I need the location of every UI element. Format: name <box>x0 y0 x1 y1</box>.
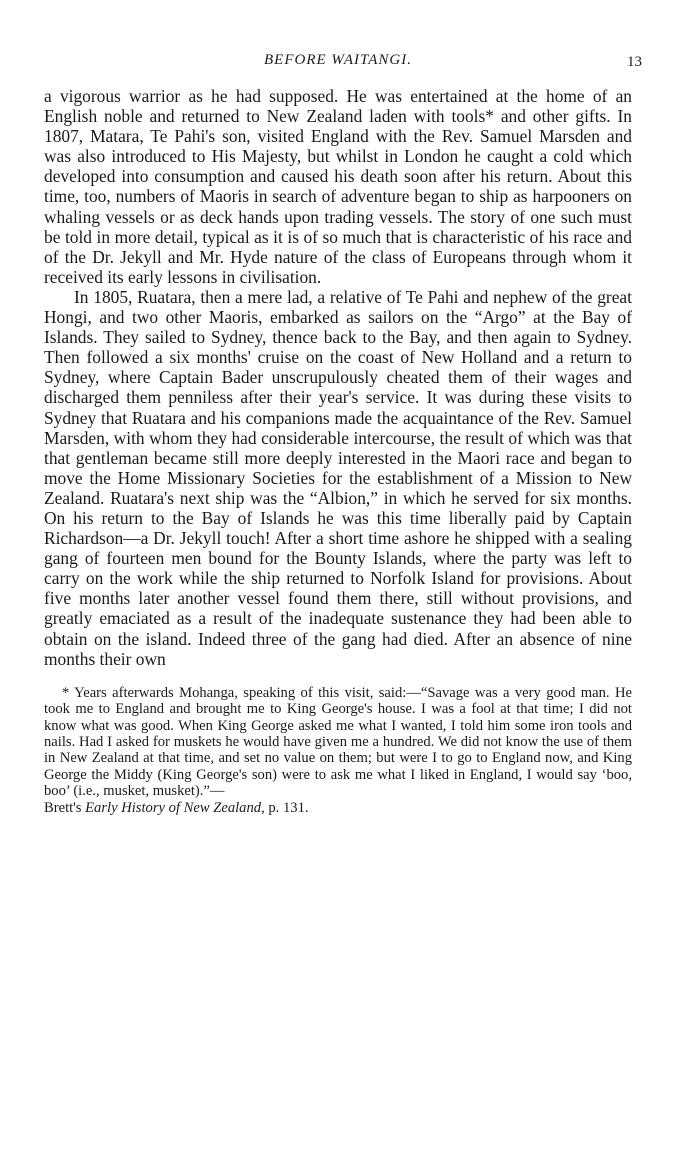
footnote-text <box>44 685 632 816</box>
footnote-source-title: Early History of New Zealand, <box>85 799 265 816</box>
footnote <box>44 685 632 816</box>
paragraph-1: a vigorous warrior as he had supposed. He was entertained at the home of an English noble and returned to New Zealand laden with tools* and other gifts. In 1807, Matara, Te Pahi's son, visited England with the Rev. Samuel Marsden and was also introduced to His Majesty, but whilst in London he caught a cold which developed into consumption and caused his death soon after his return. About this time, too, numbers of Maoris in search of adventure began to ship as harpooners on whaling vessels or as deck hands upon trading vessels. The story of one such must be told in more detail, typical as it is of so much that is characteristic of his race and of the Dr. Jekyll and Mr. Hyde nature of the class of Europeans through whom it received its early lessons in civilisation. <box>44 86 632 287</box>
body-text <box>44 86 632 669</box>
page-header <box>44 48 642 78</box>
footnote-body: * Years afterwards Mohanga, speaking of this visit, said:—“Savage was a very good man. He took me to England and brought me to King George's house. I was a fool at that time; I did not know what was good. When King George asked me what I wanted, I told him some iron tools and nails. Had I asked for muskets he would have given me a hundred. We did not know the use of them in New Zealand at that time, and set no value on them; but were I to go to England now, and King George the Middy (King George's son) were to ask me what I liked in England, I would say ‘boo, boo’ (i.e., musket, musket).”— <box>44 684 632 800</box>
book-page <box>44 48 642 816</box>
footnote-source-page: p. 131. <box>264 799 309 816</box>
page-number: 13 <box>627 54 642 70</box>
paragraph-2: In 1805, Ruatara, then a mere lad, a relative of Te Pahi and nephew of the great Hongi, and two other Maoris, embarked as sailors on the “Argo” at the Bay of Islands. They sailed to Sydney, thence back to the Bay, and then again to Sydney. Then followed a six months' cruise on the coast of New Holland and a return to Sydney, where Captain Bader unscrupulously cheated them of their wages and discharged them penniless after their year's service. It was during these visits to Sydney that Ruatara and his companions made the acquaintance of the Rev. Samuel Marsden, with whom they had considerable intercourse, the result of which was that that gentleman became still more deeply interested in the Maori race and began to move the Home Missionary Societies for the establishment of a Mission to New Zealand. Ruatara's next ship was the “Albion,” in which he served for six months. On his return to the Bay of Islands he was this time liberally paid by Captain Richardson—a Dr. Jekyll touch! After a short time ashore he shipped with a sealing gang of fourteen men bound for the Bounty Islands, where the party was left to carry on the work while the ship returned to Norfolk Island for provisions. About five months later another vessel found them there, still without provisions, and greatly emaciated as a result of the inadequate sustenance they had been able to obtain on the island. Indeed three of the gang had died. After an absence of nine months their own <box>44 286 632 669</box>
running-head: BEFORE WAITANGI. <box>264 52 412 68</box>
footnote-source-author: Brett's <box>44 799 86 816</box>
